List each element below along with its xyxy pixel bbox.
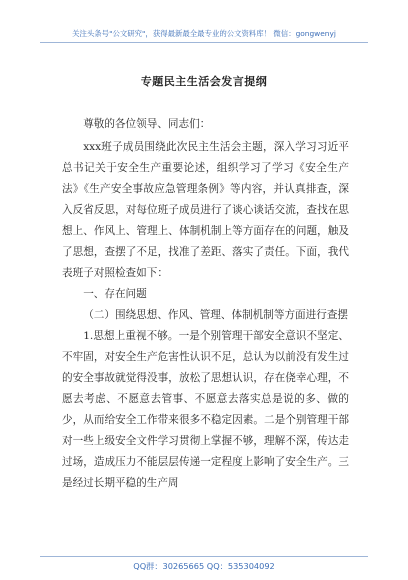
document-title: 专题民主生活会发言提纲	[140, 75, 268, 88]
section-heading: 一、存在问题	[83, 288, 147, 300]
paragraph-intro: xxx班子成员围绕此次民主生活会主题，深入学习习近平总书记关于安全生产重要论述，组织学习了学习《安全生产法》《生产安全事故应急管理条例》等内容，并认真排查，深入反省反思，对每位班子成员进行了谈心谈话交流，查找在思想上、作风上、管理上、体制机制上等方面存在的问题，触及了思想，查摆了不足，找准了差距、落实了责任。下面，我代表班子对照检查如下：	[62, 141, 349, 279]
header-banner: 关注头条号"公文研究"，获得最新最全最专业的公文资料库！ 微信：gongwenyj	[72, 29, 336, 38]
footer-banner: QQ群：30265665 QQ：535304092	[133, 561, 275, 571]
header-divider	[40, 42, 368, 43]
footer-divider	[40, 556, 368, 557]
subsection-heading: （二）围绕思想、作风、管理、体制机制等方面进行查摆	[83, 309, 349, 321]
salutation: 尊敬的各位领导、同志们：	[83, 118, 211, 130]
document-body	[62, 114, 349, 494]
paragraph-item-1: 1.思想上重视不够。一是个别管理干部安全意识不坚定、不牢固，对安全生产危害性认识不足，总认为以前没有发生过的安全事故就觉得没事，放松了思想认识，存在侥幸心理，不愿去考虑、不愿意去管事、不愿意去落实总是说的多、做的少，从而给安全工作带来很多不稳定因素。二是个别管理干部对一些上级安全文件学习贯彻上掌握不够，理解不深，传达走过场，造成压力不能层层传递一定程度上影响了安全生产。三是经过长期平稳的生产周	[62, 330, 349, 489]
